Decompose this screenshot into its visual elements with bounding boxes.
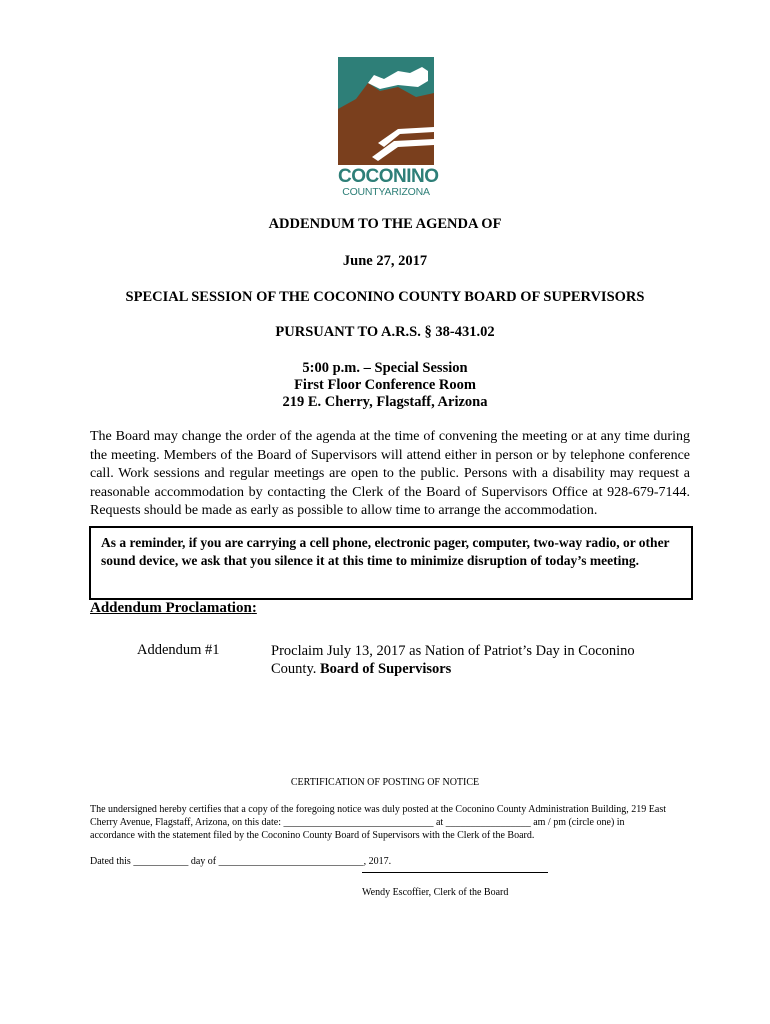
reminder-text: As a reminder, if you are carrying a cell phone, electronic pager, computer, two-way radio, or other sound device, we ask that you silence it at this time to minimize disruption of today’s meeting. bbox=[101, 535, 670, 568]
dated-line: Dated this ___________ day of _____________________________, 2017. bbox=[90, 856, 392, 867]
pursuant-statute: PURSUANT TO A.R.S. § 38-431.02 bbox=[275, 324, 495, 340]
mountain-emblem-icon bbox=[338, 57, 434, 165]
meeting-address: 219 E. Cherry, Flagstaff, Arizona bbox=[282, 394, 488, 410]
meeting-room: First Floor Conference Room bbox=[294, 377, 476, 393]
document-title: ADDENDUM TO THE AGENDA OF bbox=[268, 216, 502, 232]
proclamation-heading bbox=[90, 600, 257, 617]
session-title: SPECIAL SESSION OF THE COCONINO COUNTY BOARD OF SUPERVISORS bbox=[125, 289, 645, 305]
certification-title: CERTIFICATION OF POSTING OF NOTICE bbox=[290, 777, 480, 788]
meeting-time: 5:00 p.m. – Special Session bbox=[302, 360, 468, 376]
logo-subtitle: COUNTYARIZONA bbox=[342, 186, 430, 198]
logo-wordmark: COCONINO bbox=[338, 166, 439, 187]
addendum-label: Addendum #1 bbox=[137, 642, 220, 658]
meeting-date: June 27, 2017 bbox=[342, 253, 428, 269]
certification-line-2: Cherry Avenue, Flagstaff, Arizona, on this date: ______________________________ at _________________ am / pm (circle one) in bbox=[90, 817, 625, 828]
signer-name: Wendy Escoffier, Clerk of the Board bbox=[362, 887, 509, 898]
proclamation-heading-text: Addendum Proclamation bbox=[90, 600, 252, 616]
intro-paragraph: The Board may change the order of the agenda at the time of convening the meeting or at any time during the meeting. Members of the Board of Supervisors will attend either in person or by telephone conference call. Work sessions and regular meetings are open to the public. Persons with a disability may request a reasonable accommodation by contacting the Clerk of the Board of Supervisors Office at 928-679-7144. Requests should be made as early as possible to allow time to arrange the accommodation. bbox=[90, 429, 690, 518]
certification-line-1: The undersigned hereby certifies that a copy of the foregoing notice was duly posted at the Coconino County Administration Building, 219 East bbox=[90, 804, 666, 815]
proclamation-heading-colon: : bbox=[251, 600, 257, 616]
addendum-text bbox=[271, 642, 671, 678]
coconino-county-logo bbox=[338, 57, 439, 199]
certification-line-3: accordance with the statement filed by the Coconino County Board of Supervisors with the Clerk of the Board. bbox=[90, 830, 535, 841]
reminder-box bbox=[89, 526, 693, 600]
addendum-body: Board of Supervisors bbox=[320, 661, 452, 677]
addendum-description: Proclaim July 13, 2017 as Nation of Patriot’s Day in Coconino County. bbox=[271, 643, 635, 677]
signature-line bbox=[362, 872, 548, 873]
